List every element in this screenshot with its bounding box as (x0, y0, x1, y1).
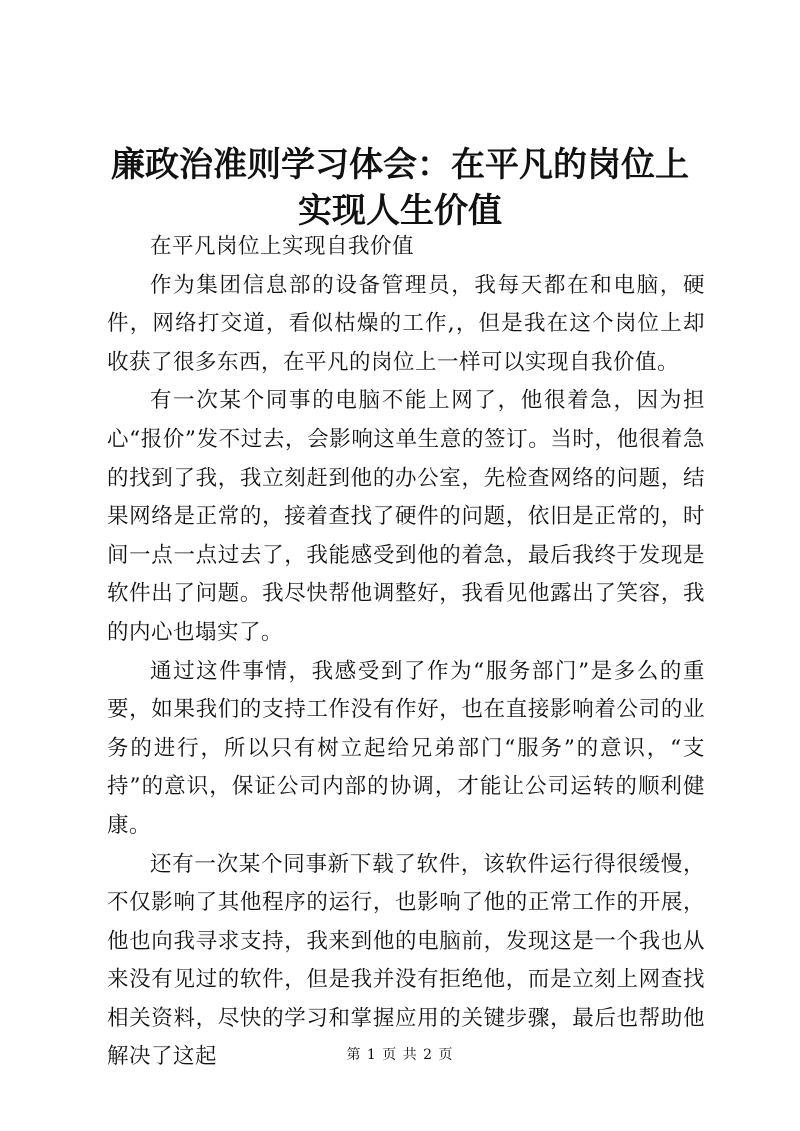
page-number-footer: 第 1 页 共 2 页 (346, 1047, 454, 1063)
document-title: 廉政治准则学习体会：在平凡的岗位上实现人生价值 (111, 145, 689, 231)
subtitle-paragraph: 在平凡岗位上实现自我价值 (150, 234, 415, 259)
paragraph-1: 作为集团信息部的设备管理员，我每天都在和电脑，硬件，网络打交道，看似枯燥的工作,，但是我在这个岗位上却收获了很多东西，在平凡的岗位上一样可以实现自我价值。 (107, 272, 705, 375)
paragraph-3: 通过这件事情，我感受到了作为“服务部门”是多么的重要，如果我们的支持工作没有作好，也在直接影响着公司的业务的进行，所以只有树立起给兄弟部门“服务”的意识，“支持”的意识，保证公司内部的协调，才能让公司运转的顺利健康。 (107, 658, 705, 838)
paragraph-2: 有一次某个同事的电脑不能上网了，他很着急，因为担心“报价”发不过去，会影响这单生意的签订。当时，他很着急的找到了我，我立刻赶到他的办公室，先检查网络的问题，结果网络是正常的，接着查找了硬件的问题，依旧是正常的，时间一点一点过去了，我能感受到他的着急，最后我终于发现是软件出了问题。我尽快帮他调整好，我看见他露出了笑容，我的内心也塌实了。 (107, 388, 705, 645)
document-body (107, 228, 705, 1077)
paragraph-4: 还有一次某个同事新下载了软件，该软件运行得很缓慢，不仅影响了其他程序的运行，也影响了他的正常工作的开展，他也向我寻求支持，我来到他的电脑前，发现这是一个我也从来没有见过的软件，但是我并没有拒绝他，而是立刻上网查找相关资料，尽快的学习和掌握应用的关键步骤，最后也帮助他解决了这起 (107, 851, 705, 1070)
